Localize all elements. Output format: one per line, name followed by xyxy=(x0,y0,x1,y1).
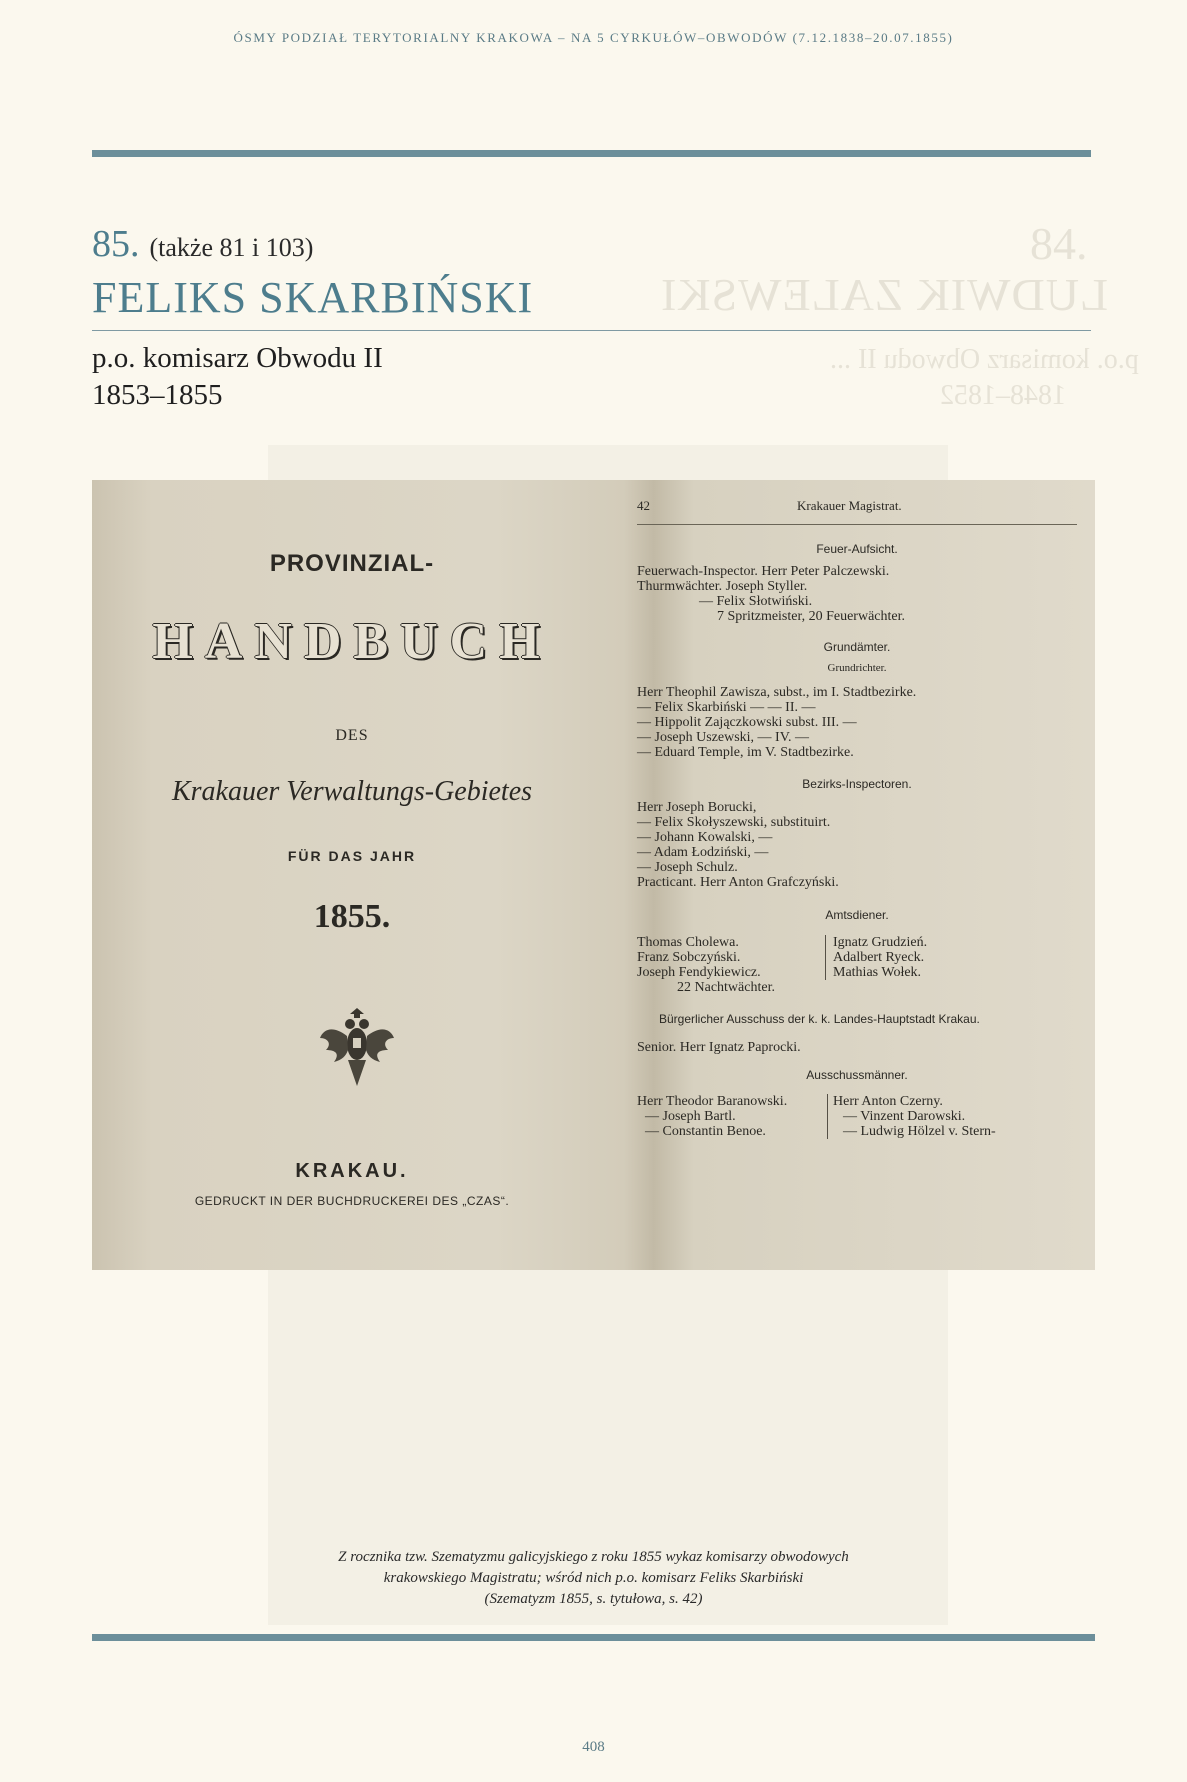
list-line: — Joseph Schulz. xyxy=(637,860,738,875)
bottom-rule xyxy=(92,1634,1095,1641)
entry-heading xyxy=(92,222,313,266)
section-title: Bürgerlicher Ausschuss der k. k. Landes-Hauptstadt Krakau. xyxy=(659,1012,980,1026)
list-line: Joseph Fendykiewicz. xyxy=(637,965,761,980)
column-divider xyxy=(827,1094,828,1139)
caption-line: Z rocznika tzw. Szematyzmu galicyjskiego z roku 1855 wykaz komisarzy obwodowych xyxy=(338,1549,849,1565)
list-line: — Vinzent Darowski. xyxy=(843,1109,966,1124)
title-page xyxy=(92,480,612,1270)
bleed-through-role: p.o. komisarz Obwodu II ... xyxy=(830,344,1139,375)
top-rule xyxy=(92,150,1091,157)
section-title: Grundämter. xyxy=(823,640,891,654)
section-title: Amtsdiener. xyxy=(825,908,889,922)
eagle-emblem-icon xyxy=(320,1008,394,1090)
title-handbuch: HANDBUCH xyxy=(152,613,552,670)
list-line: — Joseph Uszewski, — IV. — xyxy=(637,730,810,745)
list-line: Herr Theophil Zawisza, subst., im I. Stadtbezirke. xyxy=(637,685,917,700)
list-line: — Johann Kowalski, — xyxy=(637,830,773,845)
list-page-rule xyxy=(637,524,1077,525)
list-line: Feuerwach-Inspector. Herr Peter Palczewski. xyxy=(637,564,890,579)
bleed-through-number: 84. xyxy=(1030,218,1088,269)
list-line: Franz Sobczyński. xyxy=(637,950,741,965)
list-line: Practicant. Herr Anton Grafczyński. xyxy=(637,875,839,890)
section-title: Bezirks-Inspectoren. xyxy=(802,777,912,791)
entry-number: 85. xyxy=(92,223,140,265)
title-provinzial: PROVINZIAL- xyxy=(269,550,435,577)
list-line: Adalbert Ryeck. xyxy=(833,950,925,965)
title-des: DES xyxy=(335,727,369,744)
list-line: 7 Spritzmeister, 20 Feuerwächter. xyxy=(717,609,905,624)
book-scan-image xyxy=(92,480,1095,1270)
entry-role: p.o. komisarz Obwodu II xyxy=(92,342,383,374)
bleed-through-name: LUDWIK ZALEWSKI xyxy=(660,269,1109,320)
list-line: Herr Joseph Borucki, xyxy=(637,800,757,815)
list-line: — Constantin Benoe. xyxy=(645,1124,766,1139)
title-printer: GEDRUCKT IN DER BUCHDRUCKEREI DES „CZAS“. xyxy=(194,1194,510,1208)
list-line: — Joseph Bartl. xyxy=(645,1109,736,1124)
entry-years: 1853–1855 xyxy=(92,379,223,411)
list-line: — Ludwig Hölzel v. Stern- xyxy=(843,1124,996,1139)
list-line: — Felix Skołyszewski, substituirt. xyxy=(637,815,831,830)
list-line: — Hippolit Zajączkowski subst. III. — xyxy=(637,715,857,730)
list-line: Mathias Wołek. xyxy=(833,965,922,980)
list-line: Thurmwächter. Joseph Styller. xyxy=(637,579,808,594)
section-subtitle: Grundrichter. xyxy=(827,662,887,674)
title-city: KRAKAU. xyxy=(295,1160,409,1182)
list-line: Herr Theodor Baranowski. xyxy=(637,1094,788,1109)
list-line: Herr Anton Czerny. xyxy=(833,1094,943,1109)
list-line: — Felix Skarbiński — — II. — xyxy=(637,700,816,715)
list-line: Ignatz Grudzień. xyxy=(833,935,928,950)
list-line: Thomas Cholewa. xyxy=(637,935,739,950)
list-line: — Eduard Temple, im V. Stadtbezirke. xyxy=(637,745,854,760)
entry-name: FELIKS SKARBIŃSKI xyxy=(92,273,534,322)
list-line: Senior. Herr Ignatz Paprocki. xyxy=(637,1040,801,1055)
list-page-number: 42 xyxy=(637,498,650,513)
caption-line: krakowskiego Magistratu; wśród nich p.o. komisarz Feliks Skarbiński xyxy=(383,1570,804,1586)
list-line: — Felix Słotwiński. xyxy=(699,594,813,609)
caption-line: (Szematyzm 1855, s. tytułowa, s. 42) xyxy=(484,1591,703,1607)
title-fuer-das-jahr: FÜR DAS JAHR xyxy=(287,848,417,864)
bleed-through-years: 1848–1852 xyxy=(940,380,1066,411)
figure-caption xyxy=(0,1547,1187,1610)
page-number: 408 xyxy=(582,1739,605,1755)
column-divider xyxy=(825,935,826,980)
title-year: 1855. xyxy=(313,898,391,935)
list-page xyxy=(637,480,1095,1270)
list-line: — Adam Łodziński, — xyxy=(637,845,769,860)
section-title: Feuer-Aufsicht. xyxy=(816,542,898,556)
running-header: ÓSMY PODZIAŁ TERYTORIALNY KRAKOWA – NA 5 CYRKUŁÓW–OBWODÓW (7.12.1838–20.07.1855) xyxy=(233,30,954,45)
heading-rule xyxy=(92,330,1091,331)
list-line: 22 Nachtwächter. xyxy=(677,980,775,995)
section-title: Ausschussmänner. xyxy=(806,1068,908,1082)
title-subtitle: Krakauer Verwaltungs-Gebietes xyxy=(171,776,533,807)
list-page-running-title: Krakauer Magistrat. xyxy=(797,498,902,513)
entry-cross-reference: (także 81 i 103) xyxy=(149,233,314,262)
